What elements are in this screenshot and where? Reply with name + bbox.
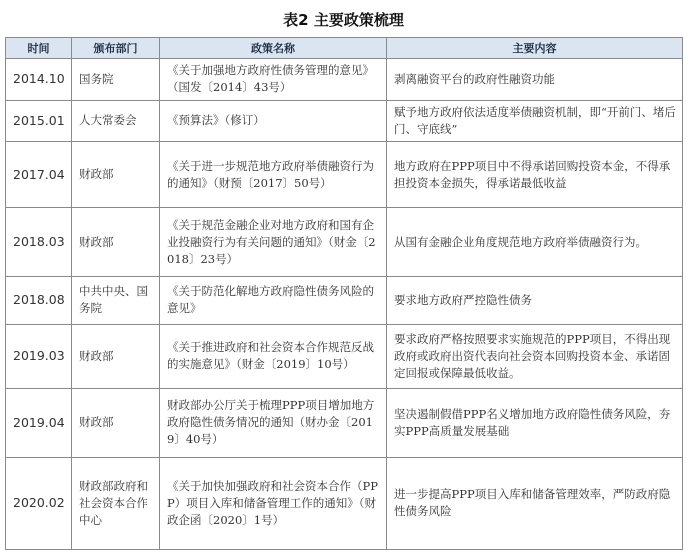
cell-content: 从国有金融企业角度规范地方政府举债融资行为。 bbox=[387, 208, 683, 277]
header-time: 时间 bbox=[6, 38, 72, 59]
cell-policy-name: 《关于加快加强政府和社会资本合作（PPP）项目入库和储备管理工作的通知》（财政企函〔2020〕1号） bbox=[160, 457, 387, 549]
cell-time: 2019.04 bbox=[6, 389, 72, 458]
cell-content: 进一步提高PPP项目入库和储备管理效率，严防政府隐性债务风险 bbox=[387, 457, 683, 549]
cell-department: 财政部 bbox=[72, 142, 160, 208]
cell-policy-name: 《预算法》（修订） bbox=[160, 100, 387, 142]
cell-department: 财政部 bbox=[72, 324, 160, 388]
cell-department: 财政部 bbox=[72, 389, 160, 458]
table-row bbox=[6, 100, 683, 142]
cell-department: 中共中央、国务院 bbox=[72, 276, 160, 324]
cell-content: 要求政府严格按照要求实施规范的PPP项目，不得出现政府或政府出资代表向社会资本回购投资本金、承诺固定回报或保障最低收益。 bbox=[387, 324, 683, 388]
cell-policy-name: 《关于推进政府和社会资本合作规范反战的实施意见》（财金〔2019〕10号） bbox=[160, 324, 387, 388]
cell-time: 2017.04 bbox=[6, 142, 72, 208]
table-row bbox=[6, 324, 683, 388]
header-department: 颁布部门 bbox=[72, 38, 160, 59]
cell-policy-name: 《关于加强地方政府性债务管理的意见》（国发〔2014〕43号） bbox=[160, 59, 387, 101]
cell-time: 2020.02 bbox=[6, 457, 72, 549]
cell-department: 人大常委会 bbox=[72, 100, 160, 142]
cell-content: 坚决遏制假借PPP名义增加地方政府隐性债务风险，夯实PPP高质量发展基础 bbox=[387, 389, 683, 458]
cell-policy-name: 《关于进一步规范地方政府举债融资行为的通知》（财预〔2017〕50号） bbox=[160, 142, 387, 208]
cell-content: 要求地方政府严控隐性债务 bbox=[387, 276, 683, 324]
cell-policy-name: 《关于防范化解地方政府隐性债务风险的意见》 bbox=[160, 276, 387, 324]
table-header-row bbox=[6, 38, 683, 59]
cell-department: 国务院 bbox=[72, 59, 160, 101]
cell-policy-name: 财政部办公厅关于梳理PPP项目增加地方政府隐性债务情况的通知（财办金〔2019〕40号） bbox=[160, 389, 387, 458]
cell-content: 地方政府在PPP项目中不得承诺回购投资本金，不得承担投资本金损失，得承诺最低收益 bbox=[387, 142, 683, 208]
table-row bbox=[6, 208, 683, 277]
cell-department: 财政部 bbox=[72, 208, 160, 277]
table-title: 表2 主要政策梳理 bbox=[283, 11, 404, 29]
table-row bbox=[6, 389, 683, 458]
cell-content: 赋予地方政府依法适度举债融资机制，即“开前门、堵后门、守底线” bbox=[387, 100, 683, 142]
cell-content: 剥离融资平台的政府性融资功能 bbox=[387, 59, 683, 101]
table-row bbox=[6, 276, 683, 324]
cell-time: 2018.08 bbox=[6, 276, 72, 324]
cell-time: 2015.01 bbox=[6, 100, 72, 142]
table-row bbox=[6, 457, 683, 549]
cell-policy-name: 《关于规范金融企业对地方政府和国有企业投融资行为有关问题的通知》（财金〔2018〕23号） bbox=[160, 208, 387, 277]
cell-time: 2014.10 bbox=[6, 59, 72, 101]
header-content: 主要内容 bbox=[387, 38, 683, 59]
header-policy-name: 政策名称 bbox=[160, 38, 387, 59]
policy-table bbox=[5, 37, 683, 550]
cell-department: 财政部政府和社会资本合作中心 bbox=[72, 457, 160, 549]
table-row bbox=[6, 59, 683, 101]
table-row bbox=[6, 142, 683, 208]
cell-time: 2019.03 bbox=[6, 324, 72, 388]
cell-time: 2018.03 bbox=[6, 208, 72, 277]
